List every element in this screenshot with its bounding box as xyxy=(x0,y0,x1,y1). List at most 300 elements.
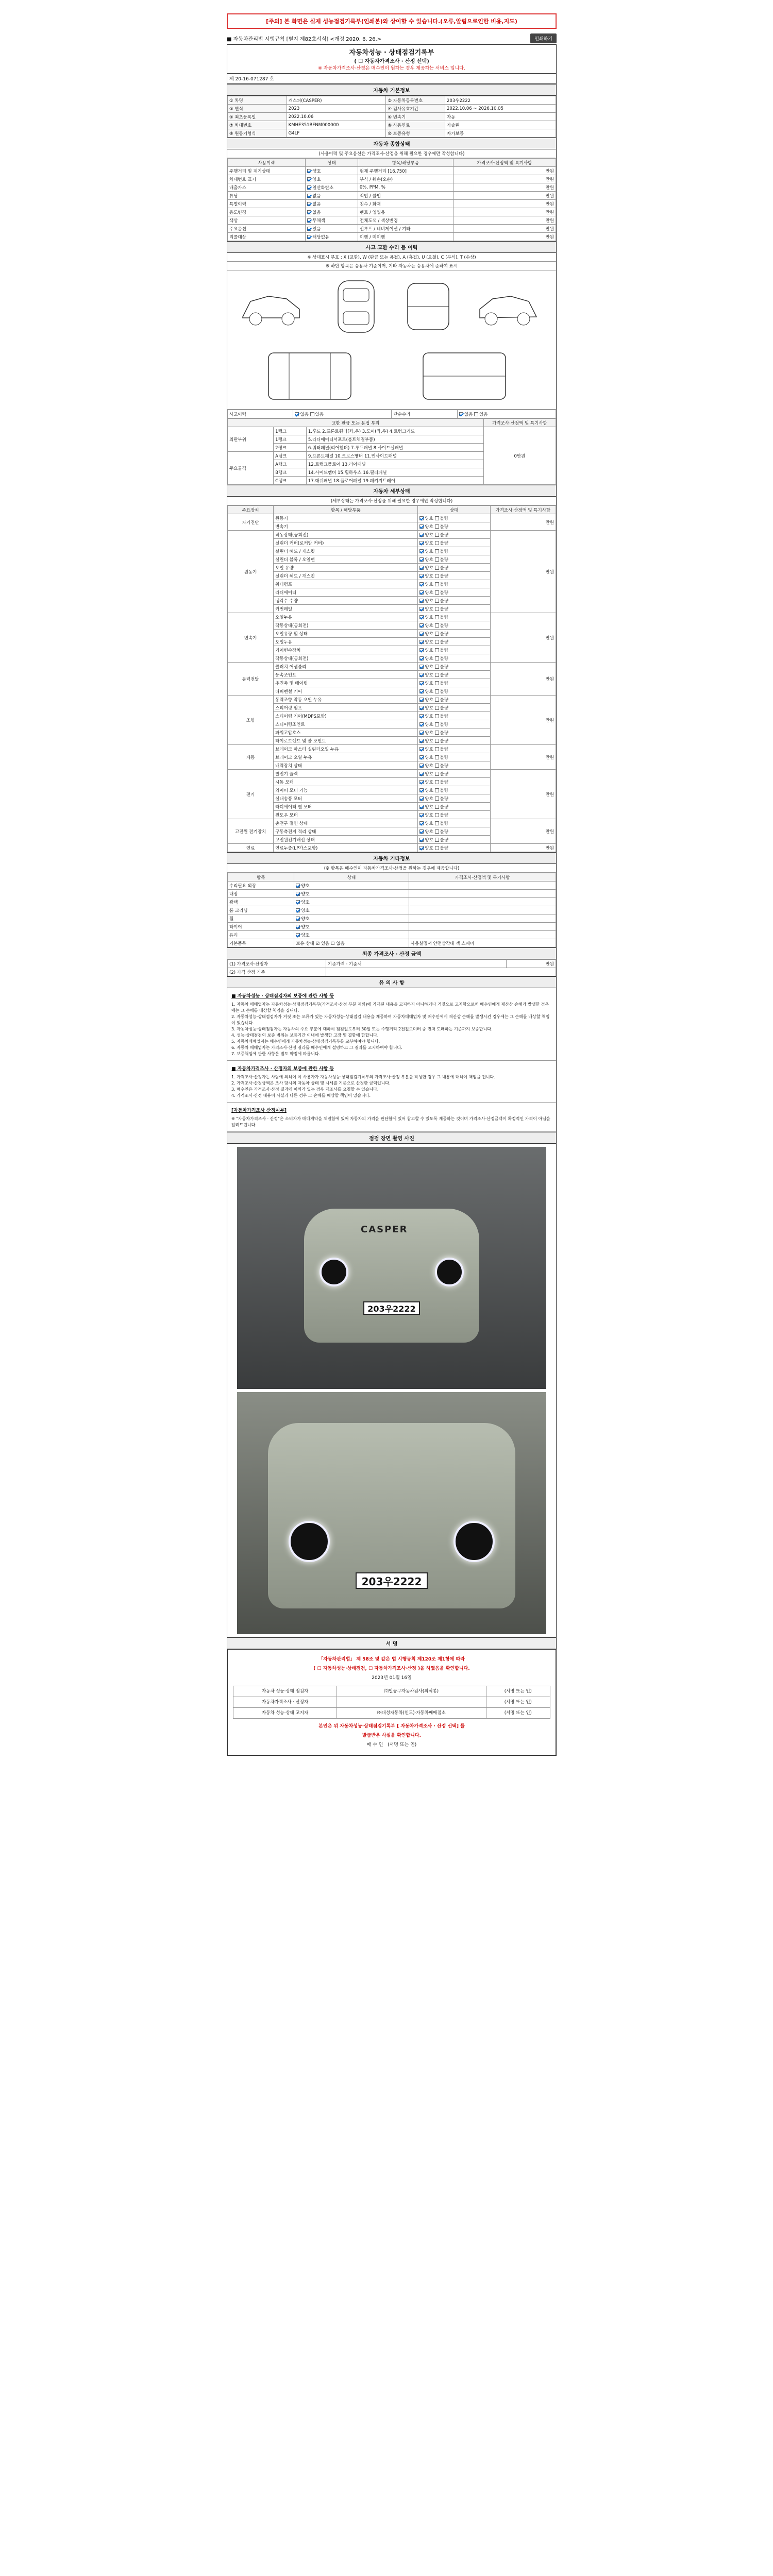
checkbox-icon xyxy=(419,681,424,685)
checkbox-icon xyxy=(435,805,439,809)
detail-good-label: 양호 xyxy=(425,681,433,686)
basic-info-row xyxy=(228,105,556,113)
detail-row xyxy=(228,770,556,778)
overall-status-note: (사용이력 및 주요옵션은 가격조사·산정을 위해 필요한 경우에만 작성합니다) xyxy=(227,149,556,158)
etc-state xyxy=(294,898,409,906)
overall-status-section xyxy=(227,138,556,241)
detail-state xyxy=(418,572,490,580)
document-note: ※ 자동차가격조사·산정은 매수인이 원하는 경우 제공하는 서비스 입니다. xyxy=(318,66,465,71)
license-plate-close: 203우2222 xyxy=(356,1572,428,1589)
signer-sign: (서명 또는 인) xyxy=(486,1686,550,1697)
detail-bad-label: 불량 xyxy=(440,714,449,719)
checkbox-icon xyxy=(435,632,439,636)
detail-group-name: 조향 xyxy=(228,696,274,745)
car-underbody-rear-figure xyxy=(413,348,516,404)
detail-row xyxy=(228,696,556,704)
signature-confirm-line: ( ☐ 자동차성능·상태점검, ☐ 자동차가격조사·산정 )을 하였음을 확인합니다. xyxy=(313,1666,470,1671)
detail-good-label: 양호 xyxy=(425,606,433,612)
basic-info-label: ④ 검사유효기간 xyxy=(386,105,445,113)
detail-bad-label: 불량 xyxy=(440,656,449,662)
status-parts: 적법 / 불법 xyxy=(358,192,453,200)
checkbox-icon xyxy=(419,689,424,693)
detail-value: 만원 xyxy=(490,745,556,770)
signer-role: 자동차 성능·상태 고지자 xyxy=(233,1708,337,1719)
detail-good-label: 양호 xyxy=(425,672,433,678)
buyer-label: 매 수 인 xyxy=(366,1742,383,1748)
status-state-label: 해당없음 xyxy=(312,234,330,240)
detail-bad-label: 불량 xyxy=(440,606,449,612)
detail-good-label: 양호 xyxy=(425,582,433,587)
etc-info-note: (※ 항목은 매수인이 자동차가격조사·산정을 원하는 경우에 제공합니다) xyxy=(227,864,556,873)
detail-bad-label: 불량 xyxy=(440,821,449,826)
etc-header: 항목 xyxy=(228,873,294,882)
detail-item: 실내송풍 모터 xyxy=(274,794,418,803)
etc-category: 광택 xyxy=(228,898,294,906)
checkbox-icon xyxy=(419,648,424,652)
checkbox-icon xyxy=(310,412,314,416)
detail-good-label: 양호 xyxy=(425,656,433,662)
front-close-photo xyxy=(237,1392,546,1634)
checkbox-icon xyxy=(296,884,300,888)
status-header: 사용이력 xyxy=(228,159,306,167)
detail-good-label: 양호 xyxy=(425,639,433,645)
rank1-parts: 1.후드 2.프론트휀더(좌,우) 3.도어(좌,우) 4.트렁크리드 xyxy=(306,427,483,435)
checkbox-icon xyxy=(307,235,311,239)
detail-state xyxy=(418,819,490,827)
etc-header: 상태 xyxy=(294,873,409,882)
signer-role: 자동차 성능·상태 점검자 xyxy=(233,1686,337,1697)
detail-item: 오일누유 xyxy=(274,613,418,621)
status-state xyxy=(306,208,358,216)
checkbox-icon xyxy=(435,524,439,529)
checkbox-icon xyxy=(435,590,439,595)
checkbox-icon xyxy=(307,169,311,173)
detail-state xyxy=(418,737,490,745)
checkbox-icon xyxy=(307,210,311,214)
etc-state-label: 양호 xyxy=(301,933,310,938)
signature-date: 2023년 01월 16일 xyxy=(372,1675,412,1681)
status-parts: 전체도색 / 색상변경 xyxy=(358,216,453,225)
checkbox-icon xyxy=(435,656,439,660)
detail-good-label: 양호 xyxy=(425,779,433,785)
status-state xyxy=(306,167,358,175)
detail-state xyxy=(418,564,490,572)
checkbox-icon xyxy=(307,185,311,190)
signer-name: ㈜대성자동차(인도)·자동차매매점소 xyxy=(337,1708,486,1719)
checkbox-icon xyxy=(296,908,300,912)
basic-info-label: ② 자동차등록번호 xyxy=(386,96,445,105)
headlamp-left-close xyxy=(289,1521,330,1562)
detail-item: 시동 모터 xyxy=(274,778,418,786)
detail-value: 만원 xyxy=(490,514,556,531)
basic-info-row xyxy=(228,121,556,129)
detail-item: 윈도우 모터 xyxy=(274,811,418,819)
etc-state xyxy=(294,931,409,939)
checkbox-icon xyxy=(419,574,424,578)
status-parts: 0%, PPM, % xyxy=(358,183,453,192)
status-state-label: 양호 xyxy=(312,168,321,174)
checkbox-icon xyxy=(435,772,439,776)
status-header: 상태 xyxy=(306,159,358,167)
detail-state xyxy=(418,687,490,696)
detail-item: 고전원전기배선 상태 xyxy=(274,836,418,844)
status-parts: 부식 / 훼손(오손) xyxy=(358,175,453,183)
status-item: 차대번호 표기 xyxy=(228,175,306,183)
detail-state xyxy=(418,547,490,555)
checkbox-icon xyxy=(419,722,424,726)
etc-row xyxy=(228,906,556,914)
detail-good-label: 양호 xyxy=(425,623,433,629)
etc-header: 가격조사·산정액 및 특기사항 xyxy=(409,873,556,882)
checkbox-icon xyxy=(435,788,439,792)
etc-info-title: 자동차 기타정보 xyxy=(227,853,556,864)
etc-info-section xyxy=(227,852,556,947)
detail-item: 실린더 블록 / 오일팬 xyxy=(274,555,418,564)
status-row xyxy=(228,167,556,175)
detail-bad-label: 불량 xyxy=(440,697,449,703)
detail-bad-label: 불량 xyxy=(440,755,449,760)
top-warning-notice: [주의] 본 화면은 실제 성능점검기록부(인쇄본)와 상이할 수 있습니다.(오류,알림으로인한 비용,지도) xyxy=(227,13,557,29)
detail-good-label: 양호 xyxy=(425,788,433,793)
checkbox-icon xyxy=(435,698,439,702)
form-title: ■ 자동차관리법 시행규칙 [별지 제82호서식] <개정 2020. 6. 26.> xyxy=(227,36,382,42)
signature-block xyxy=(227,1649,556,1755)
detail-bad-label: 불량 xyxy=(440,705,449,711)
simple-repair-label: 단순수리 xyxy=(392,410,457,418)
status-state-label: 무채색 xyxy=(312,218,325,224)
signature-row xyxy=(233,1708,550,1719)
status-value: 만원 xyxy=(453,167,556,175)
rank1-label: 1랭크 xyxy=(274,427,307,435)
detail-state xyxy=(418,753,490,761)
signature-table xyxy=(233,1686,550,1719)
detail-bad-label: 불량 xyxy=(440,837,449,843)
basic-info-value: 2022.10.06 ~ 2026.10.05 xyxy=(445,105,556,113)
checkbox-icon xyxy=(435,574,439,578)
detail-status-table xyxy=(227,505,556,852)
checkbox-icon xyxy=(307,202,311,206)
inspection-record-page xyxy=(227,32,557,2263)
detail-good-label: 양호 xyxy=(425,812,433,818)
detail-item: 오일유량 및 상태 xyxy=(274,630,418,638)
detail-state xyxy=(418,811,490,819)
detail-state xyxy=(418,770,490,778)
record-number: 제 20-16-071287 호 xyxy=(227,74,556,84)
checkbox-icon xyxy=(419,516,424,520)
etc-state-label: 양호 xyxy=(301,883,310,889)
notice-line: 5. 자동차매매업자는 매수인에게 자동차성능·상태점검기록부를 교부하여야 합니다. xyxy=(231,1039,380,1044)
detail-state xyxy=(418,646,490,654)
outer-panel-label: 외판부위 xyxy=(228,427,274,452)
detail-good-label: 양호 xyxy=(425,697,433,703)
notice-line: 4. 성능·상태점검의 보증 범위는 보증기간 이내에 발생한 고장 및 결함에 한합니다. xyxy=(231,1033,379,1038)
basic-items-list: 사용설명서 안전삼각대 잭 스패너 xyxy=(409,939,556,947)
checkbox-icon xyxy=(435,755,439,759)
overall-status-title: 자동차 종합상태 xyxy=(227,138,556,149)
detail-good-label: 양호 xyxy=(425,821,433,826)
detail-state xyxy=(418,836,490,844)
checkbox-icon xyxy=(435,599,439,603)
rank-b-label: B랭크 xyxy=(274,468,307,477)
detail-state xyxy=(418,597,490,605)
notice-section xyxy=(227,976,556,1132)
detail-value: 만원 xyxy=(490,696,556,745)
basic-info-value: 자동 xyxy=(445,113,556,121)
detail-state xyxy=(418,728,490,737)
checkbox-icon xyxy=(435,838,439,842)
status-row xyxy=(228,225,556,233)
etc-state xyxy=(294,914,409,923)
checkbox-icon xyxy=(419,813,424,817)
detail-good-label: 양호 xyxy=(425,598,433,604)
rank1-label-2: 1랭크 xyxy=(274,435,307,444)
checkbox-icon xyxy=(435,533,439,537)
notice-line: 4. 가격조사·산정 내용이 사실과 다른 경우 그 손해를 배상할 책임이 있습니다. xyxy=(231,1093,371,1098)
detail-item: 변속기 xyxy=(274,522,418,531)
checkbox-icon xyxy=(419,566,424,570)
detail-bad-label: 불량 xyxy=(440,722,449,727)
status-item: 리콜대상 xyxy=(228,233,306,241)
status-state xyxy=(306,183,358,192)
checkbox-icon xyxy=(435,714,439,718)
etc-value xyxy=(409,906,556,914)
checkbox-icon xyxy=(419,582,424,586)
detail-good-label: 양호 xyxy=(425,837,433,843)
detail-good-label: 양호 xyxy=(425,532,433,538)
detail-status-section xyxy=(227,485,556,852)
rank-c-parts: 17.대쉬패널 18.플로어패널 19.패키지트레이 xyxy=(306,477,483,485)
basic-info-value: 가솔린 xyxy=(445,121,556,129)
detail-item: 디퍼렌셜 기어 xyxy=(274,687,418,696)
detail-bad-label: 불량 xyxy=(440,639,449,645)
checkbox-icon xyxy=(435,780,439,784)
detail-item: 구동축전지 격리 상태 xyxy=(274,827,418,836)
detail-header: 주요장치 xyxy=(228,506,274,514)
detail-bad-label: 불량 xyxy=(440,516,449,521)
checkbox-icon xyxy=(419,739,424,743)
checkbox-icon xyxy=(435,821,439,825)
status-parts: 이행 / 미이행 xyxy=(358,233,453,241)
status-state-label: 있음 xyxy=(312,226,321,232)
detail-good-label: 양호 xyxy=(425,738,433,744)
basic-info-value: 2023 xyxy=(287,105,386,113)
inspection-photo-section xyxy=(227,1132,556,1634)
buyer-sign: (서명 또는 인) xyxy=(388,1742,417,1748)
detail-item: 브레이크 마스터 실린더오일 누유 xyxy=(274,745,418,753)
checkbox-icon xyxy=(435,747,439,751)
detail-item: 브레이크 오일 누유 xyxy=(274,753,418,761)
status-row xyxy=(228,183,556,192)
notice-subtitle: ■ 자동차성능 · 상태점검자의 보증에 관한 사항 등 xyxy=(231,994,334,999)
detail-state xyxy=(418,663,490,671)
detail-state xyxy=(418,778,490,786)
detail-state xyxy=(418,580,490,588)
basic-items-state: 보유 상태 ☑ 있음 ☐ 없음 xyxy=(294,939,409,947)
accident-diagram-caption: ※ 하단 항목은 승용차 기준이며, 기타 자동차는 승용차에 준하여 표시 xyxy=(227,262,556,270)
detail-good-label: 양호 xyxy=(425,648,433,653)
status-row xyxy=(228,192,556,200)
basic-info-value: 203우2222 xyxy=(445,96,556,105)
checkbox-icon xyxy=(435,731,439,735)
detail-item: 추진축 및 베어링 xyxy=(274,679,418,687)
final-price-section xyxy=(227,947,556,976)
checkbox-icon xyxy=(296,933,300,937)
detail-good-label: 양호 xyxy=(425,714,433,719)
detail-state xyxy=(418,638,490,646)
detail-item: 연료누출(LP가스포함) xyxy=(274,844,418,852)
checkbox-icon xyxy=(419,755,424,759)
checkbox-icon xyxy=(435,813,439,817)
detail-good-label: 양호 xyxy=(425,796,433,802)
notice-line: 1. 자동차 매매업자는 자동차성능·상태점검기록부(가격조사·산정 부분 제외)에 기재된 내용을 고지하지 아니하거나 거짓으로 고지함으로써 매수인에게 재산상 손해가 발생한 경우에는 그 손해를 배상할 책임을 집니다. xyxy=(231,1002,549,1013)
status-value: 만원 xyxy=(453,216,556,225)
detail-item: 작동상태(공회전) xyxy=(274,531,418,539)
status-state xyxy=(306,192,358,200)
parts-value-header: 가격조사·산정액 및 특기사항 xyxy=(483,419,556,427)
document-title: 자동차성능 · 상태점검기록부 xyxy=(349,49,434,57)
detail-item: 실린더 헤드 / 개스킷 xyxy=(274,547,418,555)
detail-header: 가격조사·산정액 및 특기사항 xyxy=(490,506,556,514)
checkbox-icon xyxy=(419,615,424,619)
checkbox-icon xyxy=(435,648,439,652)
detail-bad-label: 불량 xyxy=(440,788,449,793)
detail-bad-label: 불량 xyxy=(440,590,449,596)
detail-status-title: 자동차 세부상태 xyxy=(227,485,556,497)
detail-good-label: 양호 xyxy=(425,615,433,620)
status-value: 만원 xyxy=(453,225,556,233)
status-parts: 현재 주행거리 [16,750] xyxy=(358,167,453,175)
detail-bad-label: 불량 xyxy=(440,573,449,579)
detail-state xyxy=(418,786,490,794)
detail-state xyxy=(418,696,490,704)
detail-item: 실린더 커버(로커암 커버) xyxy=(274,539,418,547)
accident-symbol-note: ※ 상태표시 부호 : X (교환), W (판금 또는 용접), A (흠집), U (요철), C (부식), T (손상) xyxy=(227,253,556,262)
license-plate-front: 203우2222 xyxy=(363,1301,420,1315)
detail-row xyxy=(228,819,556,827)
notice-subtitle: ■ 자동차가격조사 · 산정자의 보증에 관한 사항 등 xyxy=(231,1066,334,1072)
signature-footer-1: 본인은 위 자동차성능·상태점검기록부 [ 자동차가격조사 · 산정 선택] 를 xyxy=(318,1724,465,1729)
overall-status-table xyxy=(227,158,556,241)
detail-state xyxy=(418,522,490,531)
detail-bad-label: 불량 xyxy=(440,812,449,818)
detail-state xyxy=(418,761,490,770)
signer-sign: (서명 또는 인) xyxy=(486,1697,550,1708)
detail-item: 스티어링 기어(MDPS포함) xyxy=(274,712,418,720)
checkbox-icon xyxy=(435,673,439,677)
detail-bad-label: 불량 xyxy=(440,648,449,653)
checkbox-icon xyxy=(435,557,439,562)
detail-good-label: 양호 xyxy=(425,755,433,760)
status-row xyxy=(228,216,556,225)
checkbox-icon xyxy=(419,805,424,809)
checkbox-icon xyxy=(459,412,463,416)
accident-summary-table xyxy=(227,410,556,418)
etc-row xyxy=(228,931,556,939)
detail-good-label: 양호 xyxy=(425,730,433,736)
detail-state xyxy=(418,630,490,638)
detail-bad-label: 불량 xyxy=(440,804,449,810)
checkbox-icon xyxy=(435,796,439,801)
checkbox-icon xyxy=(296,917,300,921)
car-side-right-figure xyxy=(475,281,542,332)
notice-block xyxy=(227,1061,556,1103)
etc-state-label: 양호 xyxy=(301,891,310,897)
final-responsible-label: (1) 가격조사·산정자 xyxy=(228,960,326,968)
checkbox-icon xyxy=(419,640,424,644)
car-side-left-figure xyxy=(238,281,305,332)
checkbox-icon xyxy=(435,739,439,743)
detail-item: 기어변속장치 xyxy=(274,646,418,654)
notice-block xyxy=(227,988,556,1061)
checkbox-icon xyxy=(435,566,439,570)
detail-item: 클러치 어셈블리 xyxy=(274,663,418,671)
detail-bad-label: 불량 xyxy=(440,598,449,604)
status-item: 주요옵션 xyxy=(228,225,306,233)
detail-state xyxy=(418,605,490,613)
detail-item: 파워고압호스 xyxy=(274,728,418,737)
checkbox-icon xyxy=(419,665,424,669)
checkbox-icon xyxy=(307,227,311,231)
document-header xyxy=(227,45,556,74)
detail-header: 항목 / 해당부품 xyxy=(274,506,418,514)
status-value: 만원 xyxy=(453,233,556,241)
status-state xyxy=(306,216,358,225)
detail-state xyxy=(418,827,490,836)
basic-info-row xyxy=(228,96,556,105)
detail-bad-label: 불량 xyxy=(440,615,449,620)
detail-value: 만원 xyxy=(490,663,556,696)
detail-item: 배력장치 상태 xyxy=(274,761,418,770)
detail-row xyxy=(228,531,556,539)
detail-good-label: 양호 xyxy=(425,516,433,521)
parts-header: 교환 판금 또는 용접 부위 xyxy=(228,419,484,427)
accident-history-value: 없음 있음 xyxy=(293,410,392,418)
print-button[interactable]: 인쇄하기 xyxy=(530,33,557,43)
detail-group-name: 전기 xyxy=(228,770,274,819)
status-value: 만원 xyxy=(453,208,556,216)
detail-item: 동력조향 작동 오일 누유 xyxy=(274,696,418,704)
status-state xyxy=(306,233,358,241)
detail-state xyxy=(418,588,490,597)
detail-item: 스티어링 펌프 xyxy=(274,704,418,712)
signer-name: ㈜일공구자동차검사(최석봉) xyxy=(337,1686,486,1697)
car-damage-diagram xyxy=(227,270,556,410)
checkbox-icon xyxy=(435,549,439,553)
detail-bad-label: 불량 xyxy=(440,738,449,744)
final-price-table xyxy=(227,959,556,976)
signature-title: 서 명 xyxy=(227,1638,556,1649)
detail-bad-label: 불량 xyxy=(440,771,449,777)
detail-status-note: (세부상태는 가격조사·산정을 위해 필요한 경우에만 작성합니다) xyxy=(227,497,556,505)
basic-info-title: 자동차 기본정보 xyxy=(227,84,556,96)
status-state-label: 양호 xyxy=(312,177,321,182)
detail-good-label: 양호 xyxy=(425,557,433,563)
status-header: 항목/해당부품 xyxy=(358,159,453,167)
checkbox-icon xyxy=(307,218,311,223)
notice-line: 6. 자동차 매매업자는 가격조사·산정 결과를 매수인에게 설명하고 그 결과를 고지하여야 합니다. xyxy=(231,1045,402,1050)
rank-a-label-2: A랭크 xyxy=(274,460,307,468)
basic-info-row xyxy=(228,129,556,138)
detail-good-label: 양호 xyxy=(425,540,433,546)
rank-a-label: A랭크 xyxy=(274,452,307,460)
buyer-sign-line xyxy=(233,1740,550,1750)
detail-good-label: 양호 xyxy=(425,573,433,579)
detail-state xyxy=(418,613,490,621)
final-price-title: 최종 가격조사 · 산정 금액 xyxy=(227,948,556,959)
detail-item: 등속조인트 xyxy=(274,671,418,679)
detail-item: 오일누유 xyxy=(274,638,418,646)
status-value: 만원 xyxy=(453,192,556,200)
